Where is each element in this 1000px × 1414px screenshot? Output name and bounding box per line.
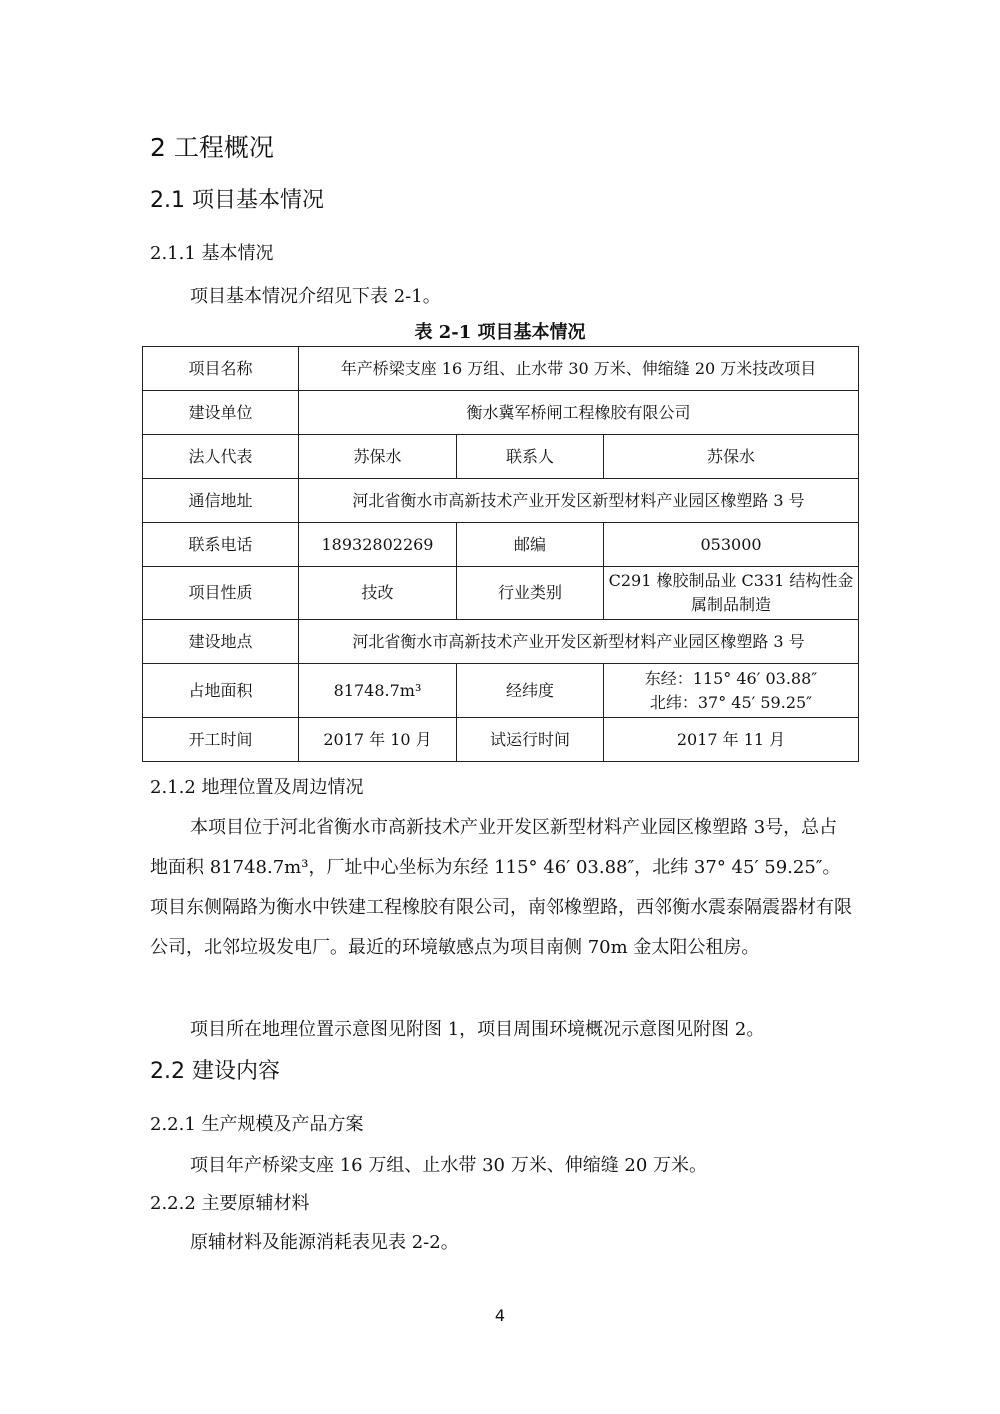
north-latitude: 北纬：37° 45′ 59.25″ bbox=[649, 692, 813, 712]
project-name-label: 项目名称 bbox=[143, 347, 299, 391]
east-longitude: 东经：115° 46′ 03.88″ bbox=[644, 668, 818, 688]
industry-value: C291 橡胶制品业 C331 结构性金属制品制造 bbox=[604, 567, 859, 620]
site-label: 建设地点 bbox=[143, 620, 299, 664]
industry-label: 行业类别 bbox=[457, 567, 604, 620]
page-number: 4 bbox=[494, 1306, 506, 1325]
materials-paragraph: 原辅材料及能源消耗表见表 2-2。 bbox=[190, 1232, 459, 1253]
area-value: 81748.7m³ bbox=[299, 664, 457, 718]
legal-rep-label: 法人代表 bbox=[143, 435, 299, 479]
contact-value: 苏保水 bbox=[604, 435, 859, 479]
table-row bbox=[143, 620, 859, 664]
intro-paragraph: 项目基本情况介绍见下表 2-1。 bbox=[190, 286, 441, 307]
trial-label: 试运行时间 bbox=[457, 718, 604, 762]
subsection-title-2-1-1: 2.1.1 基本情况 bbox=[150, 243, 274, 264]
table-caption: 表 2-1 项目基本情况 bbox=[414, 322, 586, 343]
subsection-title-2-1-2: 2.1.2 地理位置及周边情况 bbox=[150, 777, 364, 798]
table-row bbox=[143, 664, 859, 718]
chapter-title: 2 工程概况 bbox=[150, 133, 274, 162]
builder-label: 建设单位 bbox=[143, 391, 299, 435]
builder-value: 衡水冀军桥闸工程橡胶有限公司 bbox=[299, 391, 859, 435]
figures-paragraph: 项目所在地理位置示意图见附图 1，项目周围环境概况示意图见附图 2。 bbox=[190, 1019, 765, 1040]
phone-label: 联系电话 bbox=[143, 523, 299, 567]
coords-value bbox=[604, 664, 859, 718]
location-paragraph: 本项目位于河北省衡水市高新技术产业开发区新型材料产业园区橡塑路 3号，总占地面积 81748.7m³，厂址中心坐标为东经 115° 46′ 03.88″，北纬 37° 45′ 59.25″。项目东侧隔路为衡水中铁建工程橡胶有限公司，南邻橡塑路，西邻衡水震泰隔震器材有限公司，北邻垃圾发电厂。最近的环境敏感点为项目南侧 70m 金太阳公租房。 bbox=[150, 817, 852, 958]
section-title-2-1: 2.1 项目基本情况 bbox=[150, 188, 324, 213]
site-value: 河北省衡水市高新技术产业开发区新型材料产业园区橡塑路 3 号 bbox=[299, 620, 859, 664]
nature-label: 项目性质 bbox=[143, 567, 299, 620]
table-row bbox=[143, 718, 859, 762]
postcode-label: 邮编 bbox=[457, 523, 604, 567]
table-row bbox=[143, 347, 859, 391]
address-value: 河北省衡水市高新技术产业开发区新型材料产业园区橡塑路 3 号 bbox=[299, 479, 859, 523]
table-row bbox=[143, 523, 859, 567]
nature-value: 技改 bbox=[299, 567, 457, 620]
subsection-title-2-2-1: 2.2.1 生产规模及产品方案 bbox=[150, 1114, 364, 1135]
scale-paragraph: 项目年产桥梁支座 16 万组、止水带 30 万米、伸缩缝 20 万米。 bbox=[190, 1155, 708, 1176]
postcode-value: 053000 bbox=[604, 523, 859, 567]
section-title-2-2: 2.2 建设内容 bbox=[150, 1059, 280, 1084]
table-row bbox=[143, 435, 859, 479]
trial-value: 2017 年 11 月 bbox=[604, 718, 859, 762]
coords-label: 经纬度 bbox=[457, 664, 604, 718]
phone-value: 18932802269 bbox=[299, 523, 457, 567]
area-label: 占地面积 bbox=[143, 664, 299, 718]
table-row bbox=[143, 567, 859, 620]
project-name-value: 年产桥梁支座 16 万组、止水带 30 万米、伸缩缝 20 万米技改项目 bbox=[299, 347, 859, 391]
start-label: 开工时间 bbox=[143, 718, 299, 762]
project-info-table bbox=[142, 346, 859, 762]
table-row bbox=[143, 391, 859, 435]
start-value: 2017 年 10 月 bbox=[299, 718, 457, 762]
table-row bbox=[143, 479, 859, 523]
address-label: 通信地址 bbox=[143, 479, 299, 523]
contact-label: 联系人 bbox=[457, 435, 604, 479]
legal-rep-value: 苏保水 bbox=[299, 435, 457, 479]
subsection-title-2-2-2: 2.2.2 主要原辅材料 bbox=[150, 1193, 310, 1214]
